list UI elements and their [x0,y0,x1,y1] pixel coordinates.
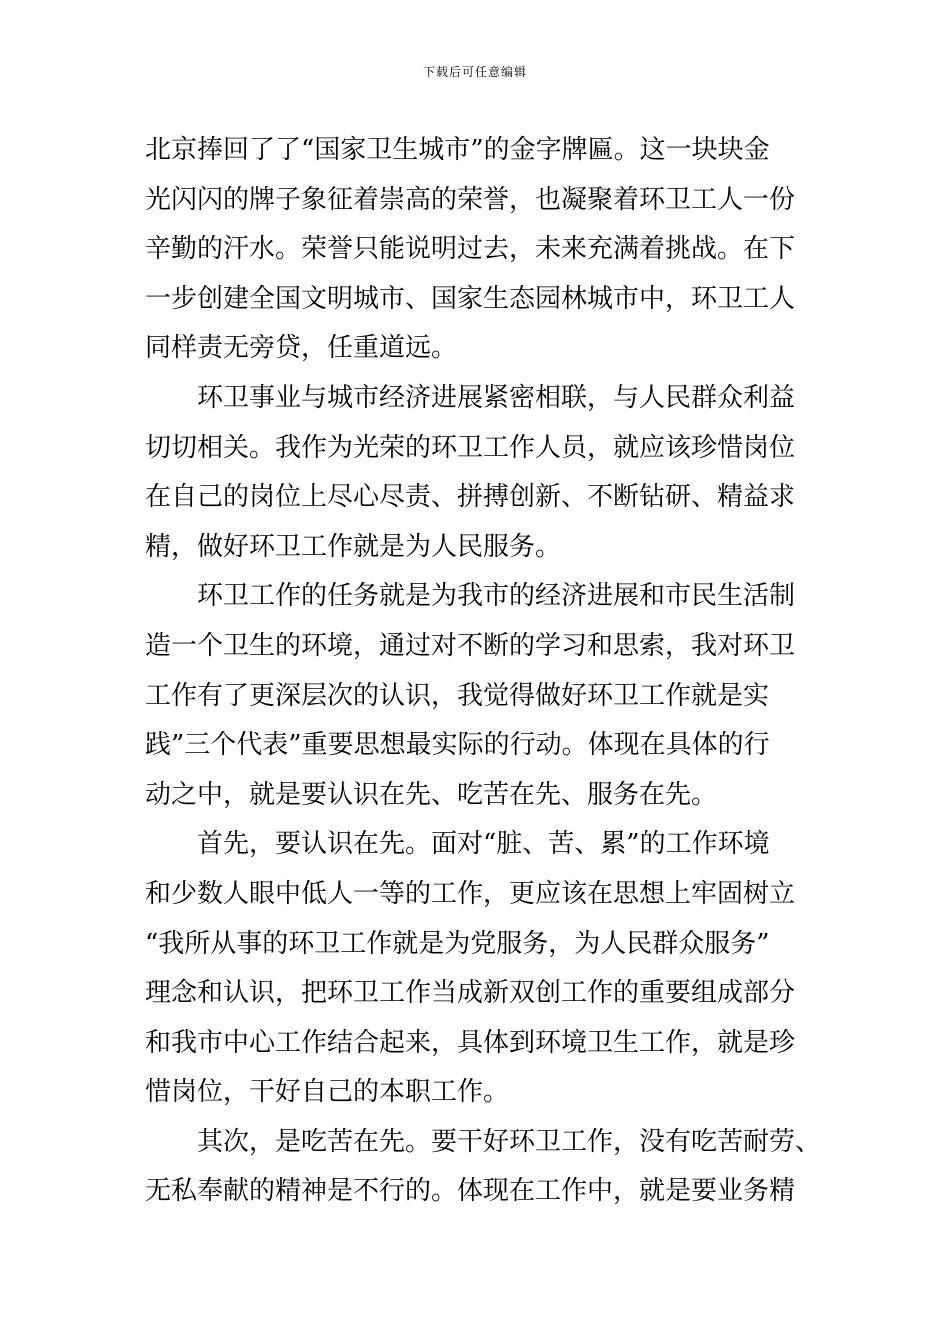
text-line: 践”三个代表”重要思想最实际的行动。体现在具体的行 [145,730,770,761]
text-line: 光闪闪的牌子象征着崇高的荣誉，也凝聚着环卫工人一份 [145,184,796,215]
text-line: 惜岗位，干好自己的本职工作。 [145,1077,510,1108]
text-line: “我所从事的环卫工作就是为党服务，为人民群众服务” [145,928,770,959]
document-body [145,126,825,1217]
paragraph-first-line: 环卫工作的任务就是为我市的经济进展和市民生活制 [197,581,796,612]
text-line: 北京捧回了了“国家卫生城市”的金字牌匾。这一块块金 [145,135,770,165]
text-line: 无私奉献的精神是不行的。体现在工作中，就是要业务精 [145,1176,796,1207]
text-line: 一步创建全国文明城市、国家生态园林城市中，环卫工人 [145,283,796,314]
paragraph-first-line: 首先，要认识在先。面对“脏、苦、累”的工作环境 [197,829,770,860]
paragraph-first-line: 其次，是吃苦在先。要干好环卫工作，没有吃苦耐劳、 [197,1126,822,1157]
text-line: 同样责无旁贷，任重道远。 [145,333,458,364]
text-line: 动之中，就是要认识在先、吃苦在先、服务在先。 [145,779,718,810]
text-line: 和我市中心工作结合起来，具体到环境卫生工作，就是珍 [145,1027,796,1058]
text-line: 切切相关。我作为光荣的环卫工作人员，就应该珍惜岗位 [145,432,796,463]
text-line: 和少数人眼中低人一等的工作，更应该在思想上牢固树立 [145,878,796,909]
text-line: 理念和认识，把环卫工作当成新双创工作的重要组成部分 [145,978,796,1009]
text-line: 在自己的岗位上尽心尽责、拼搏创新、不断钻研、精益求 [145,482,796,513]
text-line: 辛勤的汗水。荣誉只能说明过去，未来充满着挑战。在下 [145,234,796,265]
paragraph-first-line: 环卫事业与城市经济进展紧密相联，与人民群众利益 [197,382,796,413]
text-line: 工作有了更深层次的认识，我觉得做好环卫工作就是实 [145,680,770,711]
text-line: 精，做好环卫工作就是为人民服务。 [145,531,562,562]
page-header: 下载后可任意编辑 [422,65,527,79]
text-line: 造一个卫生的环境，通过对不断的学习和思索，我对环卫 [145,630,796,661]
